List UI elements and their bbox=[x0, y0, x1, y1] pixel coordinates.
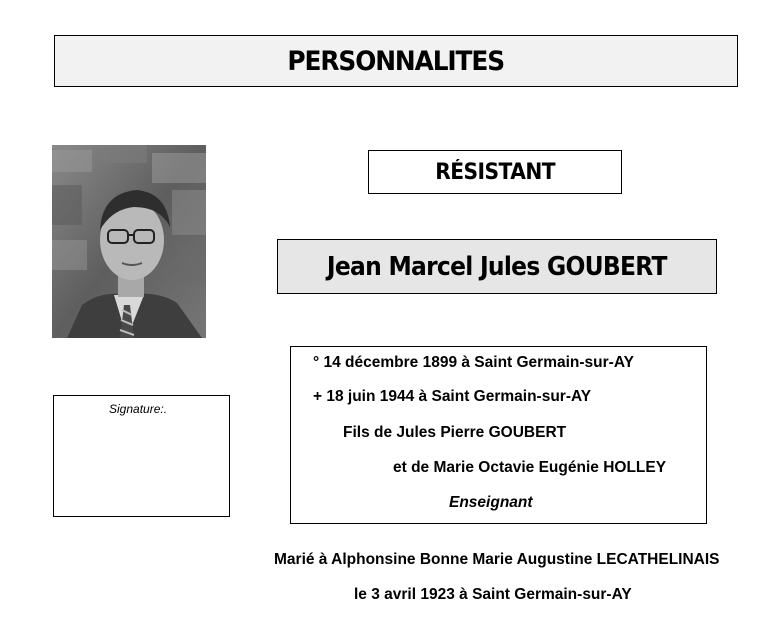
mother-line: et de Marie Octavie Eugénie HOLLEY bbox=[393, 459, 667, 476]
marriage-line-2: le 3 avril 1923 à Saint Germain-sur-AY bbox=[354, 586, 632, 603]
subtitle-box bbox=[368, 150, 622, 194]
page-title: PERSONNALITES bbox=[287, 45, 505, 77]
portrait-image bbox=[52, 145, 206, 338]
marriage-line-1: Marié à Alphonsine Bonne Marie Augustine LECATHELINAIS bbox=[274, 551, 720, 568]
death-line: + 18 juin 1944 à Saint Germain-sur-AY bbox=[313, 388, 592, 405]
details-box bbox=[290, 346, 707, 524]
person-full-name: Jean Marcel Jules GOUBERT bbox=[327, 251, 667, 282]
person-name-box bbox=[277, 239, 717, 294]
page-header bbox=[54, 35, 738, 87]
birth-line: ° 14 décembre 1899 à Saint Germain-sur-AY bbox=[313, 354, 634, 371]
signature-box bbox=[53, 395, 230, 517]
profession-line: Enseignant bbox=[449, 494, 533, 511]
portrait-photo bbox=[52, 145, 206, 338]
father-line: Fils de Jules Pierre GOUBERT bbox=[343, 424, 567, 441]
signature-label: Signature:. bbox=[109, 402, 168, 416]
subtitle-label: RÉSISTANT bbox=[435, 159, 555, 185]
